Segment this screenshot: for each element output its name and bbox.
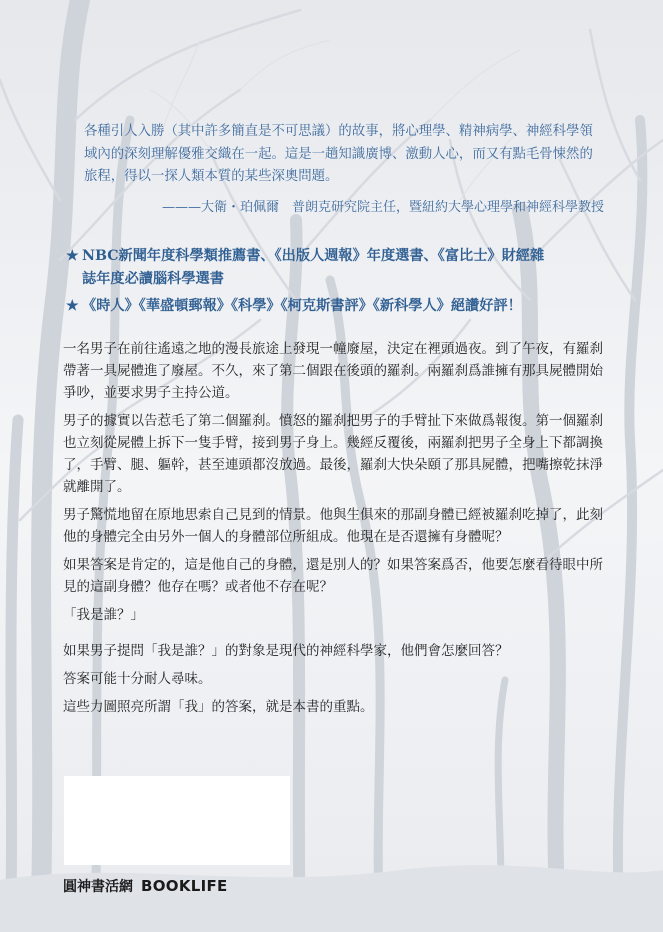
synopsis-paragraph: 男子驚慌地留在原地思索自己見到的情景。他與生俱來的那副身體已經被羅刹吃掉了，此刻他的身體完全由另外一個人的身體部位所組成。他現在是否還擁有身體呢？ bbox=[63, 507, 603, 545]
synopsis-paragraph: 答案可能十分耐人尋味。 bbox=[63, 671, 212, 687]
quote-line: 域內的深刻理解優雅交織在一起。這是一趟知識廣博、激動人心，而又有點毛骨悚然的 bbox=[84, 146, 593, 162]
publisher-name-chinese: 圓神書活網 bbox=[63, 879, 133, 895]
synopsis-paragraph: 這些力圖照亮所謂「我」的答案，就是本書的重點。 bbox=[63, 699, 374, 715]
quote-attribution: ———大衛・珀佩爾 普朗克研究院主任，暨紐約大學心理學和神經科學教授 bbox=[161, 200, 604, 215]
quote-line: 各種引人入勝（其中許多簡直是不可思議）的故事，將心理學、精神病學、神經科學領 bbox=[84, 124, 593, 139]
synopsis-paragraph: 男子的據實以告惹毛了第二個羅刹。憤怒的羅刹把男子的手臂扯下來做爲報復。第一個羅刹也立刻從屍體上拆下一隻手臂，接到男子身上。幾經反覆後，兩羅刹把男子全身上下都調換了，手臂、腿、軀幹，甚至連頭都沒放過。最後，羅刹大快朵頤了那具屍體，把嘴擦乾抹淨就離開了。 bbox=[63, 413, 603, 495]
publisher-logo bbox=[63, 876, 228, 896]
recommendation-text-continued: 誌年度必讀腦科學選書 bbox=[82, 271, 224, 287]
recommendation-text: NBC新聞年度科學類推薦書、《出版人週報》年度選書、《富比士》財經雜 bbox=[82, 248, 545, 264]
synopsis-paragraph: 一名男子在前往遙遠之地的漫長旅途上發現一幢廢屋，決定在裡頭過夜。到了午夜，有羅刹帶著一具屍體進了廢屋。不久，來了第二個跟在後頭的羅刹。兩羅刹爲誰擁有那具屍體開始爭吵，並要求男子主持公道。 bbox=[63, 341, 603, 401]
star-icon: ★ bbox=[66, 248, 79, 264]
synopsis-paragraph: 如果男子提問「我是誰？」的對象是現代的神經科學家，他們會怎麼回答？ bbox=[63, 643, 509, 659]
synopsis-text bbox=[63, 338, 608, 724]
synopsis-paragraph: 如果答案是肯定的，這是他自己的身體，還是別人的？如果答案爲否，他要怎麼看待眼中所見的這副身體？他存在嗎？或者他不存在呢？ bbox=[63, 557, 603, 595]
barcode-area bbox=[64, 776, 290, 865]
publisher-name-english: BOOKLIFE bbox=[141, 877, 228, 895]
synopsis-paragraph: 「我是誰？」 bbox=[63, 607, 144, 623]
star-icon: ★ bbox=[66, 298, 79, 314]
recommendation-item bbox=[66, 295, 606, 318]
endorsement-quote bbox=[84, 121, 604, 189]
quote-line: 旅程，得以一探人類本質的某些深奧問題。 bbox=[84, 169, 339, 184]
recommendation-text: 《時人》《華盛頓郵報》《科學》《柯克斯書評》《新科學人》絕讚好評！ bbox=[82, 298, 522, 314]
recommendation-item bbox=[66, 245, 606, 291]
